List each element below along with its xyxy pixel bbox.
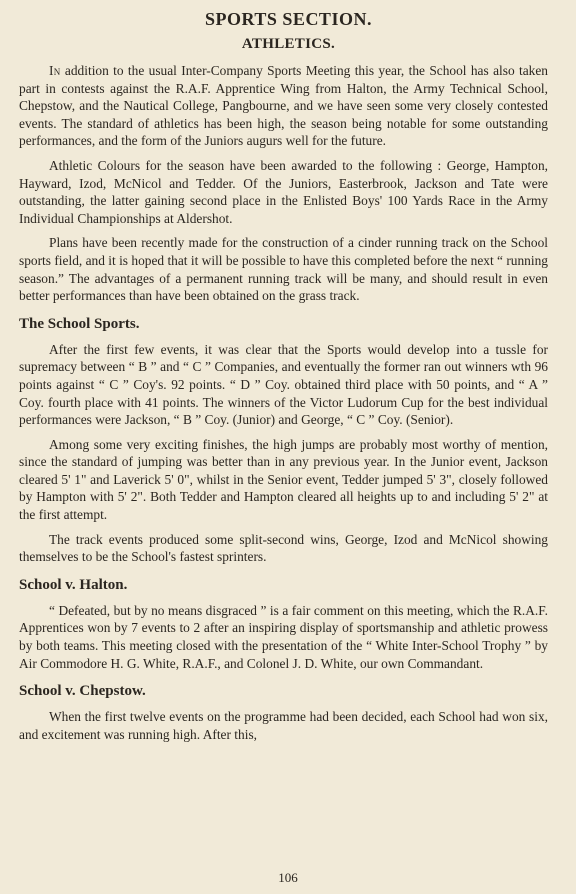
intro-paragraph-1-text: addition to the usual Inter-Company Sports Meeting this year, the School has also taken part in contests against the R.A.F. Apprentice Wing from Halton, the Army Technical School, Chepstow, and the Nautical College, Pangbourne, and we have seen some very closely contested events. The standard of athletics has been high, the season being notable for some outstanding performances, and the form of the Juniors augurs well for the future. [19, 63, 548, 149]
intro-paragraph-3: Plans have been recently made for the construction of a cinder running track on the School sports field, and it is hoped that it will be possible to have this completed before the next “ running season.” The advantages of a permanent running track will be many, and should result in even better performances than have been obtained on the grass track. [19, 235, 548, 304]
school-sports-paragraph-3: The track events produced some split-second wins, George, Izod and McNicol showing themselves to be the School's fastest sprinters. [19, 531, 548, 565]
school-sports-heading: The School Sports. [19, 315, 140, 332]
school-sports-paragraph-2: Among some very exciting finishes, the high jumps are probably most worthy of mention, since the standard of jumping was better than in any previous year. In the Junior event, Jackson cleared 5' 1" and Laverick 5' 0", whilst in the Senior event, Tedder jumped 5' 3", closely followed by Hampton with 5' 2". Both Tedder and Hampton cleared all heights up to and including 5' 2" at the first attempt. [19, 436, 548, 523]
section-heading: SPORTS SECTION. [205, 9, 372, 29]
lead-word: In [49, 63, 61, 78]
intro-paragraph-2: Athletic Colours for the season have been awarded to the following : George, Hampton, Hayward, Izod, McNicol and Tedder. Of the Juniors, Easterbrook, Jackson and Tate were outstanding, the latter gaining second place in the Enlisted Boys' 100 Yards Race in the Army Individual Championships at Aldershot. [19, 157, 548, 226]
intro-paragraph-1 [19, 62, 548, 150]
halton-heading: School v. Halton. [19, 576, 128, 593]
school-sports-paragraph-1: After the first few events, it was clear that the Sports would develop into a tussle for supremacy between “ B ” and “ C ” Companies, and eventually the former ran out winners wth 96 points against “ C ” Coy's. 92 points. “ D ” Coy. obtained third place with 50 points, and “ A ” Coy. fourth place with 41 points. The winners of the Victor Ludorum Cup for the best individual performances were Jackson, “ B ” Coy. (Junior) and George, “ C ” Coy. (Senior). [19, 341, 548, 428]
page-number: 106 [278, 870, 298, 885]
halton-paragraph: “ Defeated, but by no means disgraced ” is a fair comment on this meeting, which the R.A.F. Apprentices won by 7 events to 2 after an inspiring display of sportsmanship and athletic prowess by both teams. This meeting closed with the presentation of the “ White Inter-School Trophy ” by Air Commodore H. G. White, R.A.F., and Colonel J. D. White, our own Commandant. [19, 602, 548, 671]
chepstow-heading: School v. Chepstow. [19, 683, 146, 700]
chepstow-paragraph: When the first twelve events on the programme had been decided, each School had won six, and excitement was running high. After this, [19, 709, 548, 742]
subsection-heading: ATHLETICS. [241, 36, 336, 52]
